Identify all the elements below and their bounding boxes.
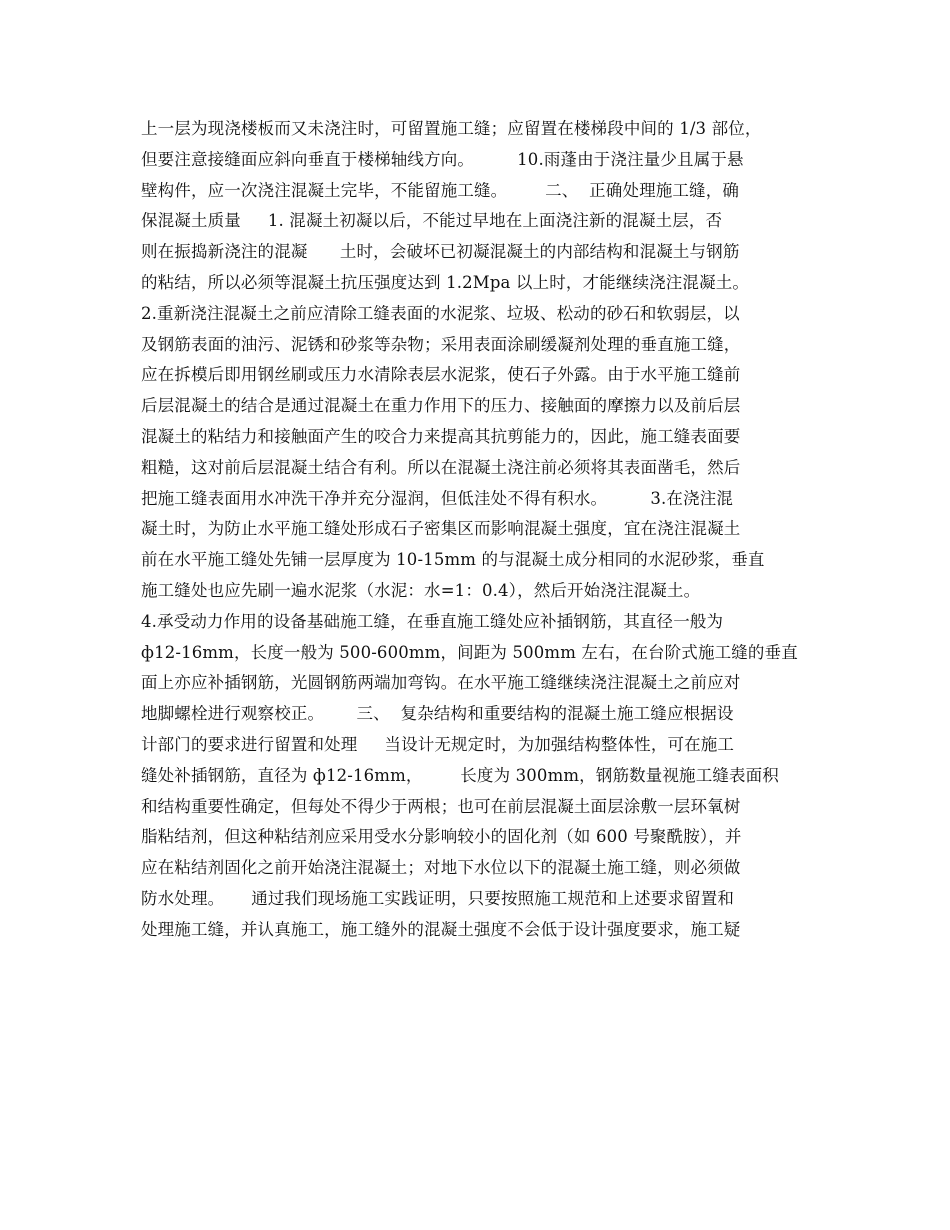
text-line: 和结构重要性确定，但每处不得少于两根；也可在前层混凝土面层涂敷一层环氧树: [141, 796, 741, 816]
body-text: [141, 114, 821, 946]
text-line: 面上亦应补插钢筋，光圆钢筋两端加弯钩。在水平施工缝继续浇注混凝土之前应对: [141, 673, 741, 693]
text-line: 保混凝土质量 1. 混凝土初凝以后，不能过早地在上面浇注新的混凝土层，否: [141, 211, 723, 231]
text-line: 计部门的要求进行留置和处理 当设计无规定时，为加强结构整体性，可在施工: [141, 734, 735, 754]
text-line: 地脚螺栓进行观察校正。 三、 复杂结构和重要结构的混凝土施工缝应根据设: [141, 704, 734, 724]
text-line: 2.重新浇注混凝土之前应清除工缝表面的水泥浆、垃圾、松动的砂石和软弱层，以: [141, 303, 740, 323]
text-line: 凝土时，为防止水平施工缝处形成石子密集区而影响混凝土强度，宜在浇注混凝土: [141, 519, 741, 539]
text-line: ф12-16mm，长度一般为 500-600mm，间距为 500mm 左右，在台阶式施工缝的垂直: [141, 642, 798, 662]
text-line: 上一层为现浇楼板而又未浇注时，可留置施工缝；应留置在楼梯段中间的 1/3 部位，: [141, 119, 762, 138]
text-line: 缝处补插钢筋，直径为 ф12-16mm， 长度为 300mm，钢筋数量视施工缝表面积: [141, 765, 779, 785]
text-line: 处理施工缝，并认真施工，施工缝外的混凝土强度不会低于设计强度要求，施工疑: [141, 919, 741, 939]
text-line: 施工缝处也应先刷一遍水泥浆（水泥：水=1：0.4），然后开始浇注混凝土。: [141, 580, 701, 600]
text-line: 4.承受动力作用的设备基础施工缝，在垂直施工缝处应补插钢筋，其直径一般为: [141, 611, 724, 631]
text-line: 壁构件，应一次浇注混凝土完毕，不能留施工缝。 二、 正确处理施工缝，确: [141, 180, 740, 200]
text-line: 脂粘结剂，但这种粘结剂应采用受水分影响较小的固化剂（如 600 号聚酰胺），并: [141, 827, 742, 847]
text-line: 的粘结，所以必须等混凝土抗压强度达到 1.2Mpa 以上时，才能继续浇注混凝土。: [141, 272, 750, 292]
text-line: 后层混凝土的结合是通过混凝土在重力作用下的压力、接触面的摩擦力以及前后层: [141, 396, 741, 416]
text-line: 则在振捣新浇注的混凝 土时，会破坏已初凝混凝土的内部结构和混凝土与钢筋: [141, 242, 740, 262]
text-line: 把施工缝表面用水冲洗干净并充分湿润，但低洼处不得有积水。 3.在浇注混: [141, 488, 734, 508]
text-line: 应在拆模后即用钢丝刷或压力水清除表层水泥浆，使石子外露。由于水平施工缝前: [141, 365, 741, 385]
text-line: 前在水平施工缝处先铺一层厚度为 10-15mm 的与混凝土成分相同的水泥砂浆，垂直: [141, 550, 765, 570]
text-line: 应在粘结剂固化之前开始浇注混凝土；对地下水位以下的混凝土施工缝，则必须做: [141, 858, 741, 878]
text-line: 但要注意接缝面应斜向垂直于楼梯轴线方向。 10.雨蓬由于浇注量少且属于悬: [141, 149, 744, 169]
text-line: 及钢筋表面的油污、泥锈和砂浆等杂物；采用表面涂刷缓凝剂处理的垂直施工缝，: [141, 334, 741, 354]
text-line: 防水处理。 通过我们现场施工实践证明，只要按照施工规范和上述要求留置和: [141, 888, 735, 908]
text-line: 混凝土的粘结力和接触面产生的咬合力来提高其抗剪能力的，因此，施工缝表面要: [141, 426, 741, 446]
text-line: 粗糙，这对前后层混凝土结合有利。所以在混凝土浇注前必须将其表面凿毛，然后: [141, 457, 741, 477]
